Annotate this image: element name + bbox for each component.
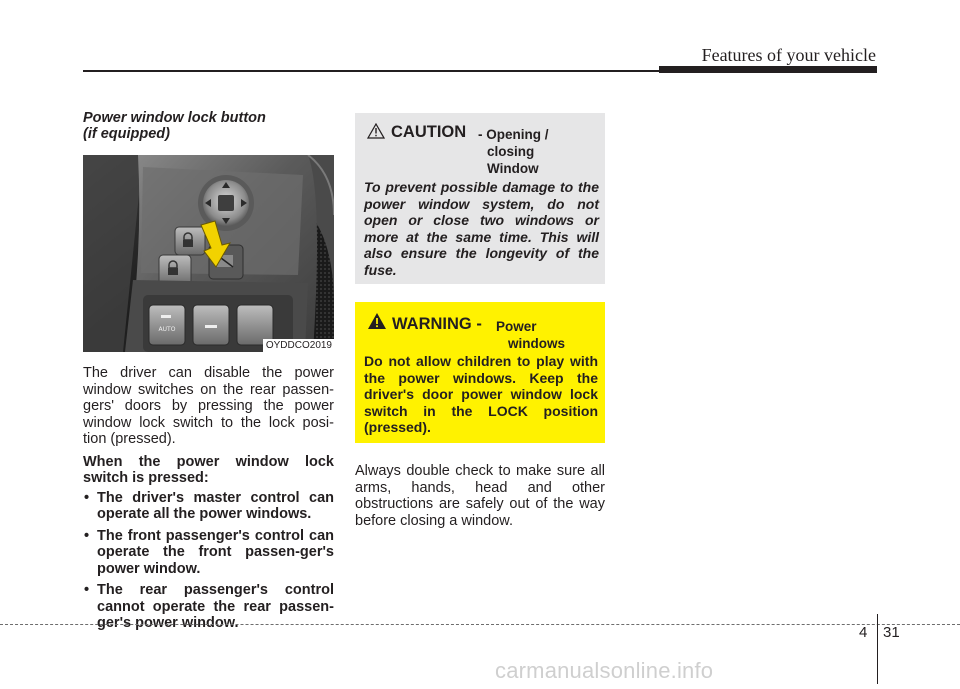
header-rule-thick	[659, 66, 877, 73]
section-title	[83, 110, 334, 142]
left-column	[83, 110, 334, 637]
caution-subtitle-line2: closing	[487, 144, 535, 159]
caution-subtitle-line1: - Opening /	[478, 127, 549, 142]
photo-code-label: OYDDCO2019	[263, 339, 334, 352]
when-heading: When the power window lock switch is pressed:	[83, 453, 334, 486]
footer-page-divider	[877, 614, 878, 684]
chapter-number: 4	[859, 624, 868, 641]
warning-triangle-filled-icon	[367, 312, 387, 330]
warning-subtitle	[496, 318, 566, 352]
header-rule-thin	[83, 70, 659, 72]
window-switch-illustration	[83, 155, 334, 352]
auto-button-label: AUTO	[158, 326, 176, 333]
caution-text: To prevent possible damage to the power window system, do not open or close two windows or more at the same time. This will also ensure the longevity of the fuse.	[364, 179, 599, 278]
warning-subtitle-line1: Power	[496, 319, 537, 334]
running-header-title: Features of your vehicle	[701, 45, 876, 65]
list-item: • The driver's master control can operate all the power windows.	[83, 490, 334, 523]
condition-list	[83, 490, 334, 632]
window-switch-photo	[83, 155, 334, 352]
warning-box	[355, 302, 605, 443]
caution-subtitle-line3: Window	[487, 161, 539, 176]
list-item: • The front passenger's control can operate the front passen-ger's power window.	[83, 528, 334, 578]
caution-title: CAUTION	[391, 123, 467, 141]
warning-text: Do not allow children to play with the power windows. Keep the driver's door power window lock switch in the LOCK position (pressed).	[364, 353, 598, 435]
caution-subtitle	[478, 126, 558, 177]
warning-subtitle-line2: windows	[508, 336, 565, 351]
watermark-text: carmanualsonline.info	[495, 658, 714, 683]
page-number: 31	[883, 624, 900, 641]
caution-box	[355, 113, 605, 284]
section-title-line2: (if equipped)	[83, 126, 170, 142]
caution-triangle-outline-icon	[367, 123, 385, 139]
intro-paragraph: The driver can disable the power window switches on the rear passen-gers' doors by pressing the power window lock switch to the lock posi-tion (pressed).	[83, 365, 334, 447]
section-title-line1: Power window lock button	[83, 110, 266, 126]
safety-check-paragraph: Always double check to make sure all arms, hands, head and other obstructions are safely out of the way before closing a window.	[355, 463, 605, 529]
warning-title: WARNING -	[392, 315, 482, 333]
footer-dashed-rule	[0, 624, 960, 625]
list-item: • The rear passenger's control cannot operate the rear passen-ger's power window.	[83, 582, 334, 632]
